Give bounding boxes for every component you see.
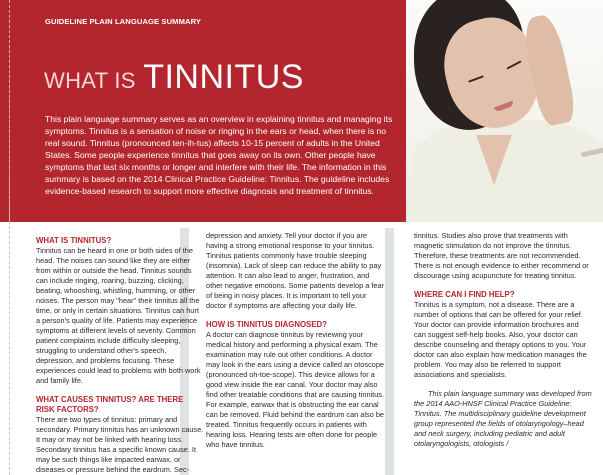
header-banner <box>0 0 406 222</box>
section-body-causes: There are two types of tinnitus: primary and secondary. Primary tinnitus has an unknown cause. It may or may not be linked with hearing loss. Secondary tinnitus has a specific known cause. It may be such things like impacted earwax, or diseases or pressure behind the eardrum. Sec- <box>36 415 204 474</box>
title-prefix: WHAT IS <box>44 68 136 93</box>
section-body-what-is: Tinnitus can be heard in one or both sides of the head. The noises can sound like they are either from within or outside the head. Tinnitus sounds can include ringing, roaring, buzzing, clicking, beating, whooshing, whistling, humming, or other noises. The person may "hear" their tinnitus all the time, or only in certain situations. Tinnitus can hurt a person's quality of life. Patients may experience symptoms at different levels of severity. Common patient complaints include difficulty sleeping, struggling to understand other's speech, depression, and problems focusing. These experiences could lead to problems with both work and family life. <box>36 246 201 385</box>
credit-note: This plain language summary was developed from the 2014 AAO-HNSF Clinical Practice Guideline: Tinnitus. The multidisciplinary guideline development group represented the fields of otolaryngology–head and neck surgery, including pediatric and adult otolaryngologists, otologists / <box>414 389 592 448</box>
page-title <box>44 58 304 97</box>
section-body-diagnosed: A doctor can diagnose tinnitus by reviewing your medical history and performing a physical exam. The examination may rule out other conditions. A doctor may look in the ears using a device called an otoscope (pronounced oh-toe-scope). This device allows for a good view inside the ear canal. Your doctor may also find other treatable conditions that are causing tinnitus. For example, earwax that is obstructing the ear canal can be removed. Fluid behind the eardrum can also be treated. Tinnitus frequently occurs in patients with hearing loss. Hearing tests are often done for people who have tinnitus. <box>206 330 384 449</box>
section-heading-causes: WHAT CAUSES TINNITUS? ARE THERE RISK FACTORS? <box>36 395 184 414</box>
column-3 <box>414 231 592 458</box>
page-margin-guide-header <box>9 0 10 222</box>
section-heading-help: WHERE CAN I FIND HELP? <box>414 290 515 299</box>
intro-paragraph: This plain language summary serves as an overview in explaining tinnitus and managing its symptoms. Tinnitus is a sensation of noise or ringing in the ears or head, when there is no real sound. Tinnitus (pronounced ten-ih-tus) affects 10-15 percent of adults in the United States. Some people experience tinnitus that goes away on its own. Other people have symptoms that last six months or longer and interfere with their life. The information in this summary is based on the 2014 Clinical Practice Guideline: Tinnitus. The guideline includes evidence-based research to support more effective diagnosis and treatment of tinnitus. <box>45 114 393 196</box>
section-heading-what-is: WHAT IS TINNITUS? <box>36 236 112 245</box>
continued-text: tinnitus. Studies also prove that treatments with magnetic stimulation do not improve the tinnitus. Therefore, these treatments are not recommended. There is not enough evidence to either recommend or discourage using acupuncture for treating tinnitus. <box>414 231 589 280</box>
column-2 <box>206 231 386 459</box>
column-divider <box>385 228 394 475</box>
column-1 <box>36 236 204 475</box>
section-heading-diagnosed: HOW IS TINNITUS DIAGNOSED? <box>206 320 327 329</box>
kicker-label: GUIDELINE PLAIN LANGUAGE SUMMARY <box>45 17 202 26</box>
title-main: TINNITUS <box>143 58 304 96</box>
section-body-help: Tinnitus is a symptom, not a disease. There are a number of options that can be offered for your relief. Your doctor can provide information brochures and can suggest self-help books. Also, your doctor can describe counseling and therapy options to you. Your doctor can also explain how medication manages the problem. You may also be referred to support associations and specialists. <box>414 300 587 379</box>
continued-text: depression and anxiety. Tell your doctor if you are having a strong emotional response to your tinnitus. Tinnitus patients commonly have trouble sleeping (insomnia). Lack of sleep can reduce the ability to pay attention. It can also lead to anger, frustration, and other negative emotions. Some patients develop a fear of being in noisy places. It is important to tell your doctor if symptoms are affecting your daily life. <box>206 231 384 310</box>
woman-holding-ear-photo <box>406 0 603 222</box>
photo-neck <box>476 135 512 185</box>
